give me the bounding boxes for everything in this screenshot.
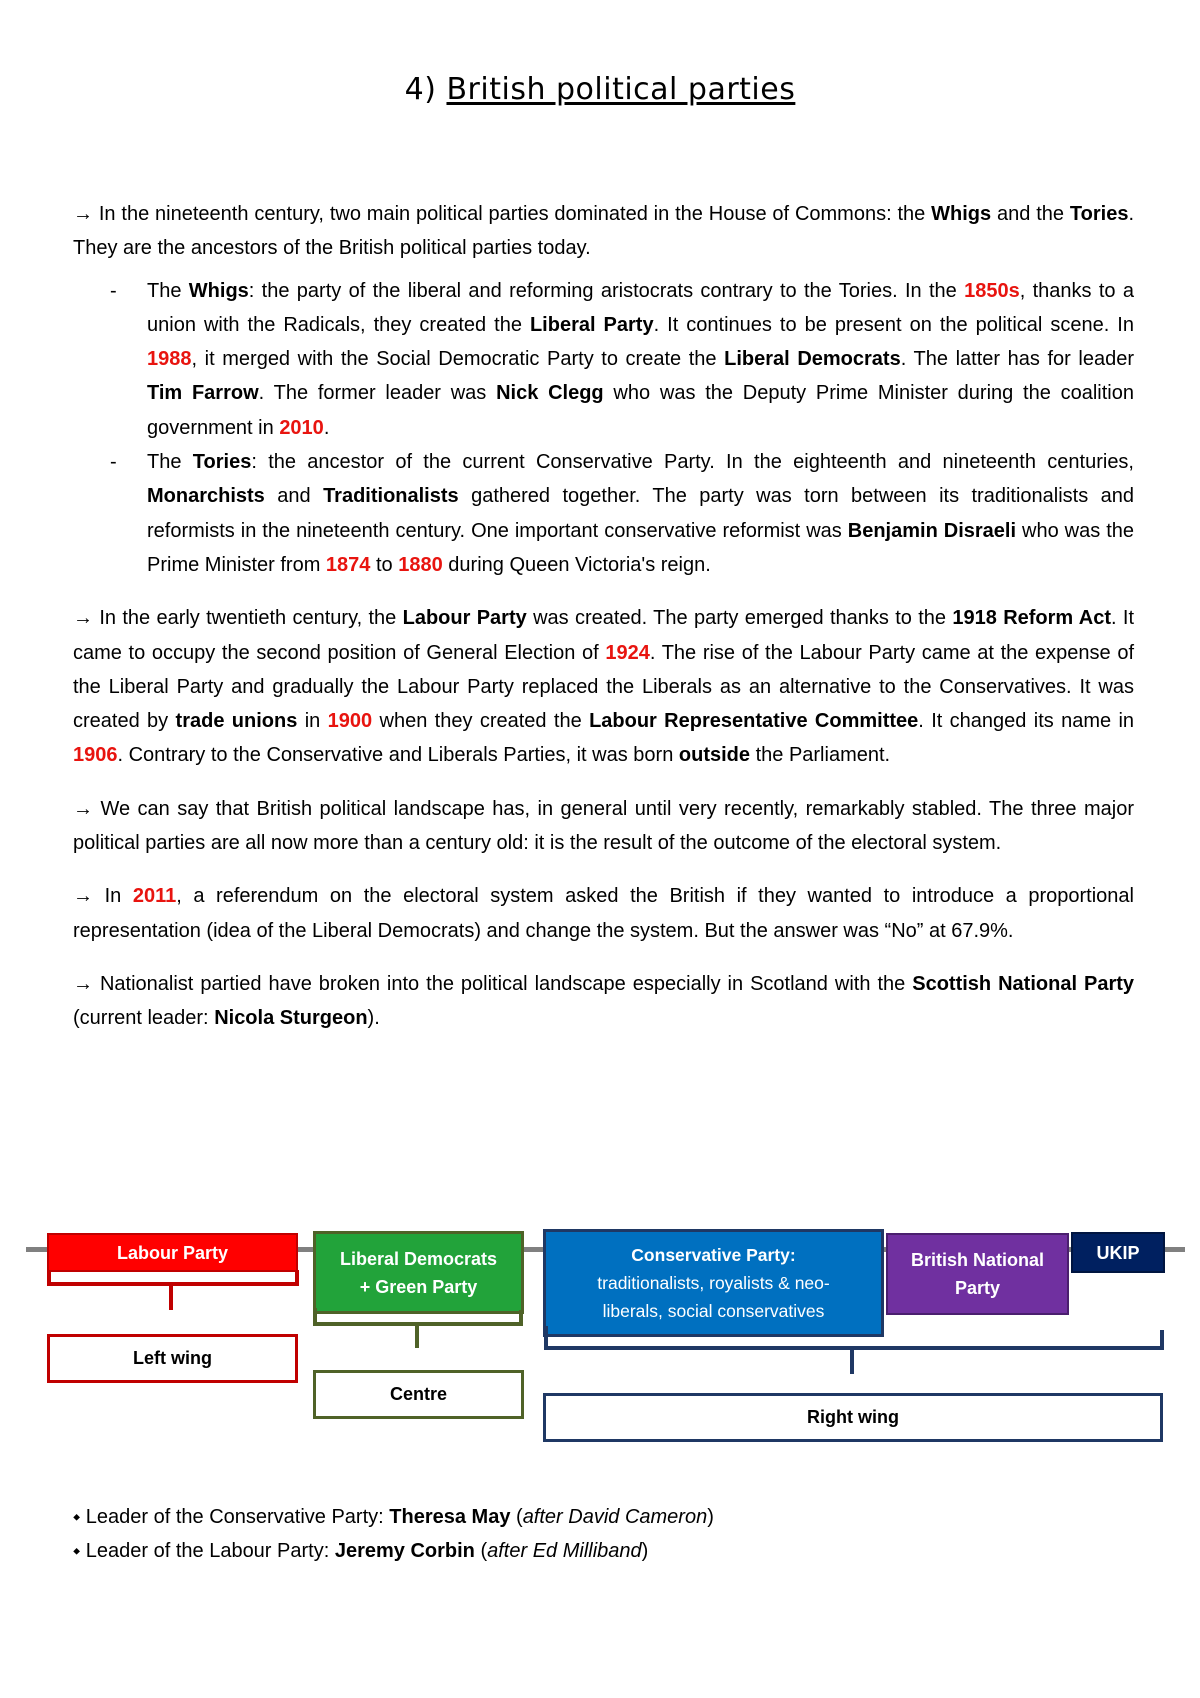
paragraph-landscape: → We can say that British political landscape has, in general until very recently, remarkably stabled. The three major political parties are all now more than a century old: it is the result of the outcome of the electoral system.	[73, 797, 1134, 855]
centre-brace	[311, 1306, 527, 1360]
arrow-icon: →	[73, 972, 93, 995]
list-item-labour-leader: ⬩ Leader of the Labour Party: Jeremy Corbin (after Ed Milliband)	[73, 1540, 649, 1562]
left-wing-brace	[45, 1268, 305, 1320]
list-item-conservative-leader: ⬩ Leader of the Conservative Party: Theresa May (after David Cameron)	[73, 1506, 714, 1528]
conservative-party-box: Conservative Party: traditionalists, royalists & neo- liberals, social conservatives	[543, 1229, 884, 1337]
ukip-box: UKIP	[1071, 1232, 1165, 1273]
bnp-box: British National Party	[886, 1233, 1069, 1315]
dash-icon: -	[110, 451, 117, 474]
list-item-tories: - The Tories: the ancestor of the current Conservative Party. In the eighteenth and nineteenth centuries, Monarchists and Traditionalists gathered together. The party was torn between its traditionalists and reformists in the nineteenth century. One important conservative reformist was Benjamin Disraeli who was the Prime Minister from 1874 to 1880 during Queen Victoria's reign.	[73, 445, 1134, 582]
body-text	[73, 197, 1134, 1055]
dash-icon: -	[110, 279, 117, 302]
arrow-icon: →	[73, 797, 93, 820]
title-text: British political parties	[446, 72, 796, 107]
page-title	[0, 72, 1200, 107]
arrow-icon: →	[73, 203, 93, 225]
arrow-icon: →	[73, 607, 93, 630]
paragraph-referendum: → In 2011, a referendum on the electoral system asked the British if they wanted to introduce a proportional representation (idea of the Liberal Democrats) and change the system. But the answer was “No” at 67.9%.	[73, 885, 1134, 942]
party-leaders-list	[73, 1500, 714, 1568]
list-item-whigs: - The Whigs: the party of the liberal and reforming aristocrats contrary to the Tories. In the 1850s, thanks to a union with the Radicals, they created the Liberal Party. It continues to be present on the political scene. In 1988, it merged with the Social Democratic Party to create the Liberal Democrats. The latter has for leader Tim Farrow. The former leader was Nick Clegg who was the Deputy Prime Minister during the coalition government in 2010.	[73, 274, 1134, 445]
title-number: 4)	[404, 72, 437, 107]
left-wing-label: Left wing	[47, 1334, 298, 1383]
party-history-list	[73, 274, 1134, 583]
arrow-icon: →	[73, 885, 93, 908]
diamond-bullet-icon: ⬩	[73, 1506, 81, 1528]
right-wing-brace	[542, 1326, 1166, 1384]
centre-label: Centre	[313, 1370, 524, 1419]
diamond-bullet-icon: ⬩	[73, 1540, 81, 1562]
paragraph-labour: → In the early twentieth century, the Labour Party was created. The party emerged thanks to the 1918 Reform Act. It came to occupy the second position of General Election of 1924. The rise of the Labour Party came at the expense of the Liberal Party and gradually the Labour Party replaced the Liberals as an alternative to the Conservatives. It was created by trade unions in 1900 when they created the Labour Representative Committee. It changed its name in 1906. Contrary to the Conservative and Liberals Parties, it was born outside the Parliament.	[73, 607, 1135, 767]
paragraph-nationalist: → Nationalist partied have broken into the political landscape especially in Scotland with the Scottish National Party (current leader: Nicola Sturgeon).	[73, 972, 1135, 1030]
labour-party-box: Labour Party	[47, 1233, 298, 1272]
liberal-democrats-box: Liberal Democrats + Green Party	[313, 1231, 524, 1314]
right-wing-label: Right wing	[543, 1393, 1163, 1442]
paragraph-nineteenth-century: → In the nineteenth century, two main political parties dominated in the House of Commons: the Whigs and the Tories. They are the ancestors of the British political parties today.	[73, 203, 1135, 260]
